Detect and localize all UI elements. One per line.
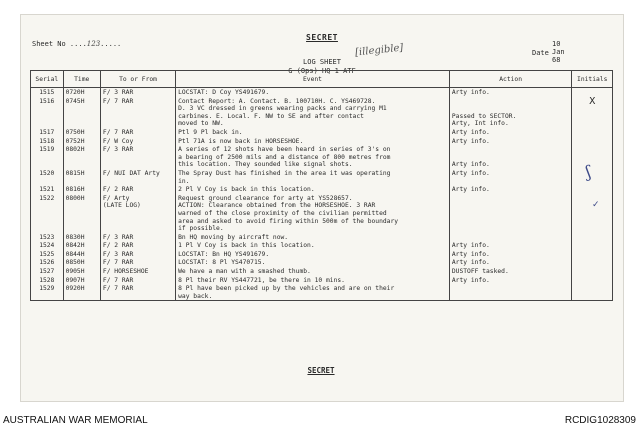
row-time: 0920H	[63, 284, 100, 301]
row-event: Ptl 9 Pl back in.	[176, 128, 450, 137]
classification-top: SECRET	[306, 33, 338, 42]
row-action: Passed to SECTOR. Arty, Int info.	[449, 97, 572, 128]
row-serial: 1521	[31, 185, 64, 194]
table-row	[31, 250, 613, 259]
row-to-from: F/ 7 RAR	[100, 258, 175, 267]
handwritten-note: [illegible]	[354, 42, 404, 59]
row-serial: 1525	[31, 250, 64, 259]
col-action: Action	[449, 71, 572, 88]
row-event: Ptl 71A is now back in HORSESHOE.	[176, 137, 450, 146]
col-serial: Serial	[31, 71, 64, 88]
table-header-row	[31, 71, 613, 88]
sheet-number: Sheet No ....123.....	[32, 40, 122, 48]
table-row	[31, 88, 613, 97]
row-to-from: F/ 3 RAR	[100, 145, 175, 169]
row-initials	[572, 145, 613, 169]
table-row	[31, 241, 613, 250]
row-serial: 1524	[31, 241, 64, 250]
log-rows	[31, 88, 613, 301]
footer-source: AUSTRALIAN WAR MEMORIAL	[3, 415, 148, 426]
initial-squiggle-mark: ʃ	[584, 161, 593, 182]
row-time: 0800H	[63, 194, 100, 233]
row-action	[449, 284, 572, 301]
row-action: DUSTOFF tasked.	[449, 267, 572, 276]
col-initials: Initials	[572, 71, 613, 88]
row-to-from: F/ 2 RAR	[100, 185, 175, 194]
row-initials	[572, 284, 613, 301]
row-serial: 1526	[31, 258, 64, 267]
row-initials: X	[572, 97, 613, 128]
row-initials	[572, 241, 613, 250]
table-row	[31, 267, 613, 276]
row-serial: 1527	[31, 267, 64, 276]
col-event: Event	[176, 71, 450, 88]
log-title-unit: G (Ops) HQ 1 ATF	[288, 67, 356, 75]
row-action: Arty info.	[449, 128, 572, 137]
row-time: 0905H	[63, 267, 100, 276]
row-time: 0752H	[63, 137, 100, 146]
row-time: 0802H	[63, 145, 100, 169]
row-initials	[572, 258, 613, 267]
table-row	[31, 194, 613, 233]
row-time: 0842H	[63, 241, 100, 250]
row-to-from: F/ 3 RAR	[100, 233, 175, 242]
row-action	[449, 233, 572, 242]
row-event: A series of 12 shots have been heard in series of 3's on a bearing of 2500 mils and a distance of 800 metres from this location. They sounded like signal shots.	[176, 145, 450, 169]
row-to-from: F/ 7 RAR	[100, 97, 175, 128]
row-to-from: F/ 7 RAR	[100, 128, 175, 137]
row-serial: 1517	[31, 128, 64, 137]
table-row	[31, 284, 613, 301]
row-initials	[572, 276, 613, 285]
row-to-from: F/ 3 RAR	[100, 250, 175, 259]
row-action: Arty info.	[449, 145, 572, 169]
row-event: Contact Report: A. Contact. B. 100710H. C. YS469728. D. 3 VC dressed in greens wearing packs and carrying M1 carbines. E. Local. F. NW to SE and after contact moved to NW.	[176, 97, 450, 128]
row-serial: 1519	[31, 145, 64, 169]
sheet-label: Sheet No	[32, 40, 66, 48]
table-row	[31, 185, 613, 194]
row-action: Arty info.	[449, 169, 572, 185]
row-initials	[572, 185, 613, 194]
row-serial: 1518	[31, 137, 64, 146]
row-initials	[572, 250, 613, 259]
row-time: 0745H	[63, 97, 100, 128]
row-action: Arty info.	[449, 137, 572, 146]
row-time: 0815H	[63, 169, 100, 185]
row-serial: 1529	[31, 284, 64, 301]
row-event: Bn HQ moving by aircraft now.	[176, 233, 450, 242]
row-to-from: F/ HORSESHOE	[100, 267, 175, 276]
date-label: Date	[532, 49, 549, 57]
row-event: We have a man with a smashed thumb.	[176, 267, 450, 276]
row-event: 2 Pl V Coy is back in this location.	[176, 185, 450, 194]
table-row	[31, 276, 613, 285]
table-row	[31, 233, 613, 242]
row-serial: 1522	[31, 194, 64, 233]
table-row	[31, 145, 613, 169]
row-serial: 1523	[31, 233, 64, 242]
row-to-from: F/ NUI DAT Arty	[100, 169, 175, 185]
log-title-main: LOG SHEET	[303, 58, 341, 66]
row-time: 0844H	[63, 250, 100, 259]
row-action: Arty info.	[449, 88, 572, 97]
row-initials	[572, 128, 613, 137]
row-time: 0816H	[63, 185, 100, 194]
row-time: 0850H	[63, 258, 100, 267]
row-time: 0720H	[63, 88, 100, 97]
row-serial: 1516	[31, 97, 64, 128]
row-initials	[572, 267, 613, 276]
row-time: 0830H	[63, 233, 100, 242]
table-row	[31, 169, 613, 185]
table-row	[31, 137, 613, 146]
row-to-from: F/ 2 RAR	[100, 241, 175, 250]
row-serial: 1528	[31, 276, 64, 285]
row-event: 8 Pl have been picked up by the vehicles and are on their way back.	[176, 284, 450, 301]
row-action: Arty info.	[449, 241, 572, 250]
row-to-from: F/ 7 RAR	[100, 276, 175, 285]
row-time: 0750H	[63, 128, 100, 137]
row-event: LOCSTAT: 8 Pl YS470715.	[176, 258, 450, 267]
col-time: Time	[63, 71, 100, 88]
row-time: 0907H	[63, 276, 100, 285]
table-row	[31, 97, 613, 128]
row-initials	[572, 137, 613, 146]
sheet-no-value: 123	[86, 40, 101, 48]
row-event: 8 Pl their RV YS447721, be there in 10 mins.	[176, 276, 450, 285]
row-initials	[572, 169, 613, 185]
row-to-from: F/ W Coy	[100, 137, 175, 146]
row-action: Arty info.	[449, 250, 572, 259]
row-to-from: F/ 3 RAR	[100, 88, 175, 97]
row-action: Arty info.	[449, 185, 572, 194]
row-event: Request ground clearance for arty at YS528657. ACTION: Clearance obtained from the HORSESHOE. 3 RAR warned of the close proximity of the civilian permitted area and asked to avoid firing within 500m of the boundary if possible.	[176, 194, 450, 233]
row-event: LOCSTAT: Bn HQ YS491679.	[176, 250, 450, 259]
log-table	[30, 70, 613, 301]
row-to-from: F/ Arty (LATE LOG)	[100, 194, 175, 233]
table-row	[31, 258, 613, 267]
row-action: Arty info.	[449, 276, 572, 285]
row-serial: 1520	[31, 169, 64, 185]
row-event: 1 Pl V Coy is back in this location.	[176, 241, 450, 250]
row-initials	[572, 233, 613, 242]
date-value: 10 Jan 68	[552, 40, 565, 64]
initial-tick-mark: ✓	[592, 200, 600, 210]
row-action	[449, 194, 572, 233]
row-event: LOCSTAT: D Coy YS491679.	[176, 88, 450, 97]
row-action: Arty info.	[449, 258, 572, 267]
footer-reference: RCDIG1028309	[564, 415, 636, 426]
col-to-from: To or From	[100, 71, 175, 88]
classification-bottom: SECRET	[307, 366, 335, 375]
row-event: The Spray Dust has finished in the area it was operating in.	[176, 169, 450, 185]
row-serial: 1515	[31, 88, 64, 97]
table-row	[31, 128, 613, 137]
row-to-from: F/ 7 RAR	[100, 284, 175, 301]
